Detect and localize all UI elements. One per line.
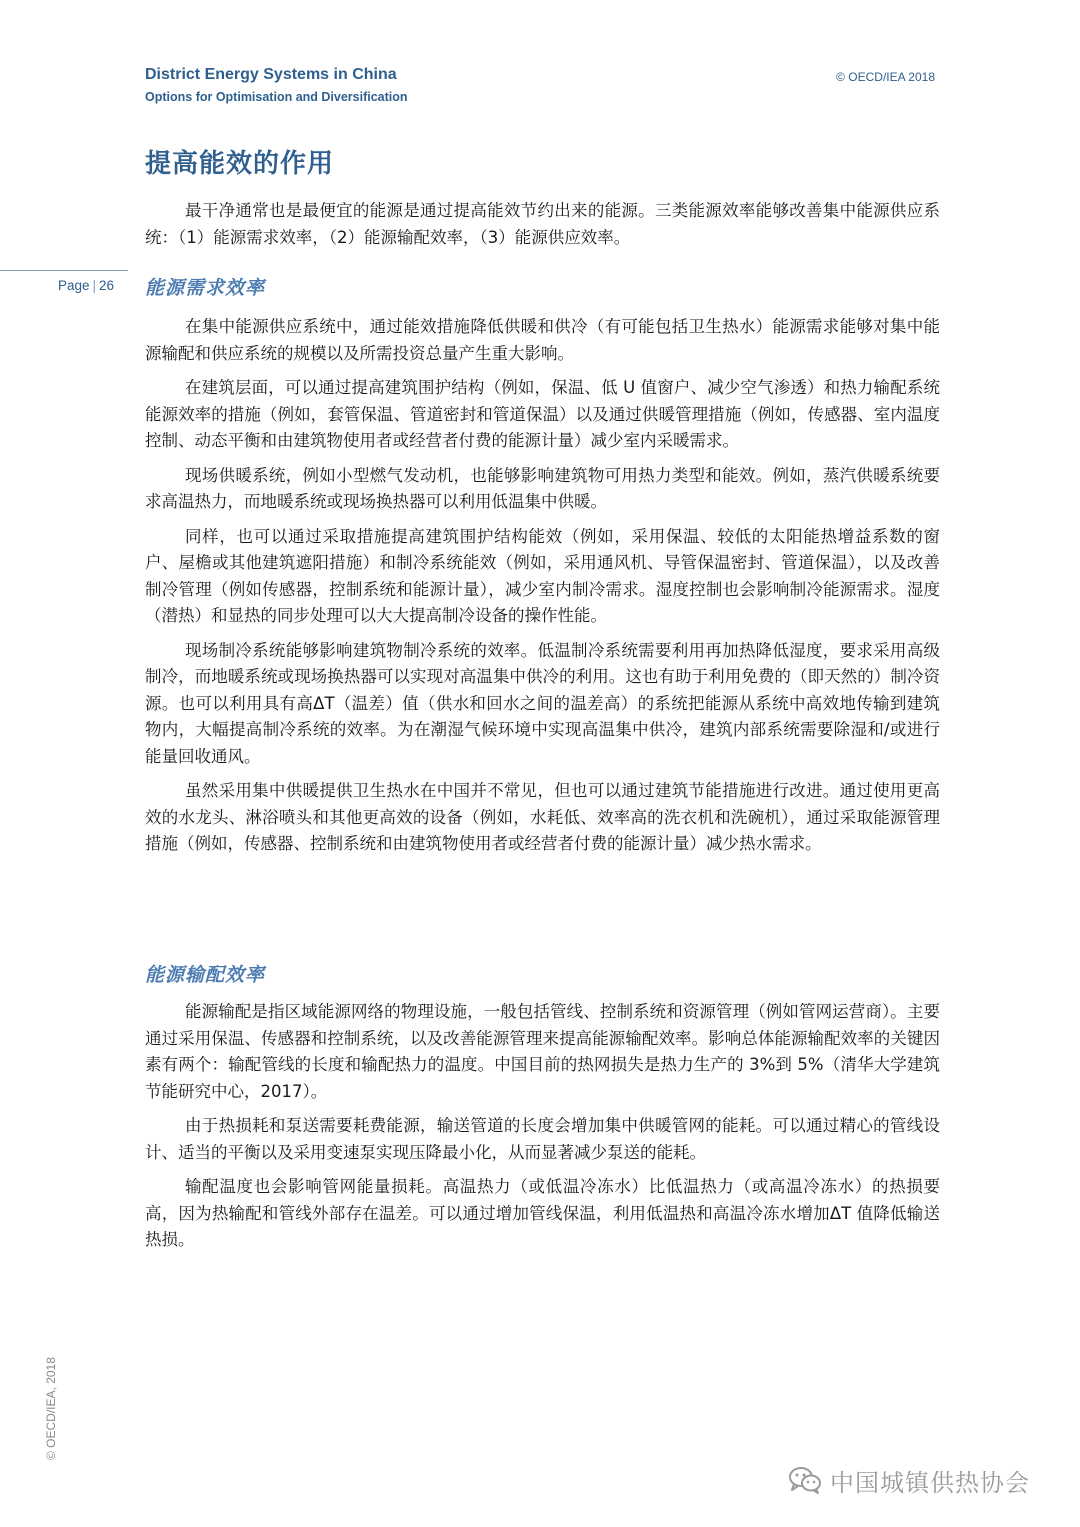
page-separator: |	[92, 278, 97, 293]
section-heading-demand: 能源需求效率	[145, 277, 266, 299]
section-distribution-body	[145, 999, 940, 1254]
paragraph: 由于热损耗和泵送需要耗费能源，输送管道的长度会增加集中供暖管网的能耗。可以通过精心的管线设计、适当的平衡以及采用变速泵实现压降最小化，从而显著减少泵送的能耗。	[145, 1116, 940, 1162]
report-title: District Energy Systems in China	[145, 66, 397, 83]
page-word: Page	[58, 278, 90, 293]
paragraph: 现场制冷系统能够影响建筑物制冷系统的效率。低温制冷系统需要利用再加热降低湿度，要求采用高级制冷，而地暖系统或现场换热器可以实现对高温集中供冷的利用。这也有助于利用免费的（即天然的）制冷资源。也可以利用具有高ΔT（温差）值（供水和回水之间的温差高）的系统把能源从系统中高效地传输到建筑物内，大幅提高制冷系统的效率。为在潮湿气候环境中实现高温集中供冷，建筑内部系统需要除湿和/或进行能量回收通风。	[145, 640, 940, 766]
paragraph: 输配温度也会影响管网能量损耗。高温热力（或低温冷冻水）比低温热力（或高温冷冻水）的热损要高，因为热输配和管线外部存在温差。可以通过增加管线保温，利用低温热和高温冷冻水增加ΔT 值降低输送热损。	[145, 1177, 940, 1249]
section-heading-distribution: 能源输配效率	[145, 964, 266, 986]
paragraph: 现场供暖系统，例如小型燃气发动机，也能够影响建筑物可用热力类型和能效。例如，蒸汽供暖系统要求高温热力，而地暖系统或现场换热器可以利用低温集中供暖。	[145, 465, 940, 511]
report-subtitle: Options for Optimisation and Diversification	[145, 90, 408, 104]
paragraph: 虽然采用集中供暖提供卫生热水在中国并不常见，但也可以通过建筑节能措施进行改进。通过使用更高效的水龙头、淋浴喷头和其他更高效的设备（例如，水耗低、效率高的洗衣机和洗碗机），通过采取能源管理措施（例如，传感器、控制系统和由建筑物使用者或经营者付费的能源计量）减少热水需求。	[145, 781, 940, 853]
header-copyright: © OECD/IEA 2018	[836, 70, 935, 84]
intro-paragraph: 最干净通常也是最便宜的能源是通过提高能效节约出来的能源。三类能源效率能够改善集中能源供应系统：（1）能源需求效率，（2）能源输配效率，（3）能源供应效率。	[145, 201, 940, 247]
watermark	[788, 1458, 1030, 1502]
page-number-label	[58, 278, 114, 293]
watermark-text: 中国城镇供热协会	[830, 1468, 1030, 1497]
page-title: 提高能效的作用	[145, 149, 335, 179]
running-header	[145, 66, 945, 110]
margin-divider	[0, 270, 128, 271]
page-number: 26	[99, 278, 115, 293]
section-demand-body	[145, 314, 940, 858]
side-copyright: © OECD/IEA, 2018	[44, 1357, 58, 1460]
paragraph: 在建筑层面，可以通过提高建筑围护结构（例如，保温、低 U 值窗户、减少空气渗透）和热力输配系统能源效率的措施（例如，套管保温、管道密封和管道保温）以及通过供暖管理措施（例如，传感器、室内温度控制、动态平衡和由建筑物使用者或经营者付费的能源计量）减少室内采暖需求。	[145, 378, 940, 450]
paragraph: 能源输配是指区域能源网络的物理设施，一般包括管线、控制系统和资源管理（例如管网运营商）。主要通过采用保温、传感器和控制系统，以及改善能源管理来提高能源输配效率。影响总体能源输配效率的关键因素有两个：输配管线的长度和输配热力的温度。中国目前的热网损失是热力生产的 3%到 5%（清华大学建筑节能研究中心，2017）。	[145, 1002, 940, 1101]
paragraph: 在集中能源供应系统中，通过能效措施降低供暖和供冷（有可能包括卫生热水）能源需求能够对集中能源输配和供应系统的规模以及所需投资总量产生重大影响。	[145, 317, 940, 363]
intro-block	[145, 198, 940, 251]
wechat-icon	[788, 1465, 822, 1495]
paragraph: 同样，也可以通过采取措施提高建筑围护结构能效（例如，采用保温、较低的太阳能热增益系数的窗户、屋檐或其他建筑遮阳措施）和制冷系统能效（例如，采用通风机、导管保温密封、管道保温），以及改善制冷管理（例如传感器，控制系统和能源计量），减少室内制冷需求。湿度控制也会影响制冷能源需求。湿度（潜热）和显热的同步处理可以大大提高制冷设备的操作性能。	[145, 526, 940, 625]
